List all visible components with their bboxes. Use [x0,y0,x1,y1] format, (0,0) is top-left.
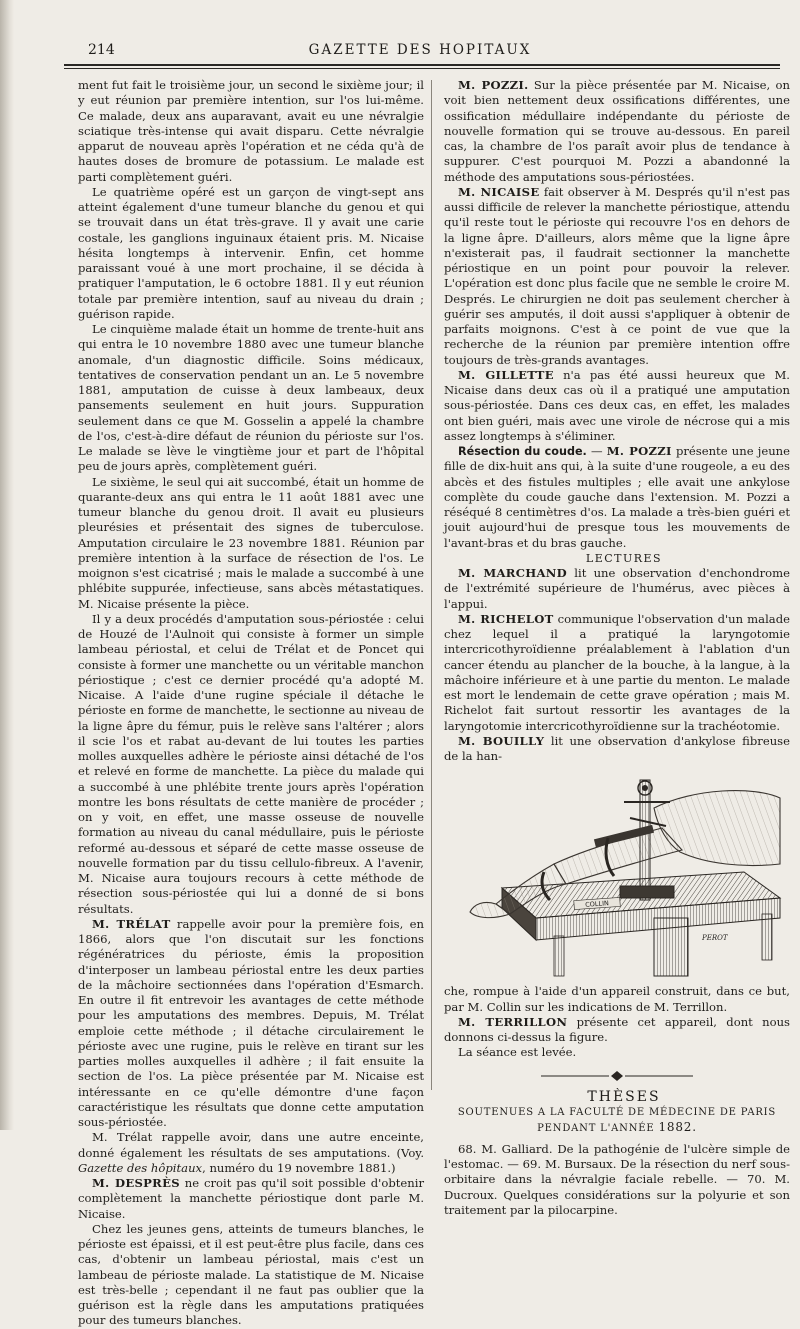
speaker-name: M. TRÉLAT [92,916,171,931]
header-rule-thick [64,64,780,66]
header-rule-thin [64,68,780,69]
speaker-name: M. POZZI [606,444,672,458]
ornament-divider [444,1070,790,1084]
paragraph: ment fut fait le troisième jour, un second le sixième jour; il y eut réunion par première intention, sur l'os lui-même. Ce malade, deux ans auparavant, avait eu une névralgie sciatique très-intense qui avait disparu. Cette névralgie apparut de nouveau après l'opération et ne céda qu'à de hautes doses de bromure de potassium. Le malade est parti complètement guéri. [78,78,424,184]
paragraph-terrillon [444,1015,790,1046]
left-column [78,78,425,1328]
column-divider [431,80,432,1090]
speaker-name: M. BOUILLY [458,733,545,748]
paragraph-text: ne croit pas qu'il soit possible d'obtenir complètement la manchette périostique dont parle M. Nicaise. [78,1176,425,1221]
paragraph-text: présente une jeune fille de dix-huit ans qui, à la suite d'une rougeole, a eu des abcès et des fistules multiples ; elle avait une ankylose complète du coude gauche dans l'extension. M. Pozzi a réséqué 8 centimètres d'os. La malade a très-bien guéri et jouit aujourd'hui de presque tous les mouvements de l'avant-bras et du bras gauche. [444,444,790,550]
ornament-rule-icon [537,1070,697,1082]
paragraph: Chez les jeunes gens, atteints de tumeurs blanches, le périoste est épaissi, et il est peut-être plus facile, dans ces cas, d'obtenir un lambeau périostal, mais c'est un lambeau de périoste malade. La statistique de M. Nicaise est très-belle ; cependant il ne faut pas oublier que la guérison est la règle dans les amputations pratiquées pour des tumeurs blanches. [78,1221,424,1328]
paragraph-trelat [78,917,424,1131]
paragraph-resection [444,444,790,551]
speaker-name: M. NICAISE [458,184,540,199]
theses-subtitle-text: PENDANT L'ANNÉE [537,1122,655,1134]
paragraph-bouilly [444,734,790,765]
engraving-figure [444,768,790,978]
paragraph-richelot [444,612,790,734]
paragraph-trelat-2 [78,1130,424,1176]
journal-title: Gazette des hôpitaux [78,1160,203,1175]
speaker-name: M. POZZI. [458,78,529,92]
theses-year: 1882. [658,1119,697,1134]
theses-subtitle [444,1105,790,1136]
paragraph-nicaise [444,185,790,368]
paragraph-text: rappelle avoir pour la première fois, en 1866, alors que l'on discutait sur les fonctions régénératrices du périoste, émis la proposition d'interposer un lambeau périostal entre les deux parties de la mâchoire sectionnées dans l'opération d'Esmarch. En outre il fit entrevoir les avantages de cette méthode pour les amputations des membres. Depuis, M. Trélat emploie cette méthode ; il détache circulairement le périoste avec une rugine, puis le relève en tirant sur les parties molles auxquelles il adhère ; il fait ensuite la section de l'os. La pièce présentée par M. Nicaise est intéressante en ce qu'elle démontre d'une façon caractéristique les résultats que donne cette amputation sous-périostée. [78,916,424,1129]
right-column [444,78,791,1217]
paragraph-text: M. Trélat rappelle avoir, dans une autre enceinte, donné également les résultats de ses amputations. (Voy. [78,1130,424,1160]
page-header [60,38,780,60]
paragraph: che, rompue à l'aide d'un appareil construit, dans ce but, par M. Collin sur les indications de M. Terrillon. [444,984,790,1014]
speaker-name: M. RICHELOT [458,611,554,626]
paragraph-text: , numéro du 19 novembre 1881.) [202,1160,396,1175]
paragraph-despres [78,1176,424,1222]
paragraph: Le sixième, le seul qui ait succombé, était un homme de quarante-deux ans qui entra le 11 août 1881 avec une tumeur blanche du genou droit. Il avait eu plusieurs pleurésies et présentait des signes de tuberculose. Amputation circulaire le 23 novembre 1881. Réunion par première intention à la surface de résection de l'os. Le moignon s'est cicatrisé ; mais le malade a succombé à une phlébite suppurée, infectieuse, sans abcès métastatiques. M. Nicaise présente la pièce. [78,474,424,611]
theses-subtitle-line: SOUTENUES A LA FACULTÉ DE MÉDECINE DE PARIS [457,1106,777,1118]
running-title: GAZETTE DES HOPITAUX [308,42,532,58]
speaker-name: M. GILLETTE [458,367,554,382]
section-heading: Résection du coude. [458,445,587,458]
lectures-title: LECTURES [585,551,663,565]
theses-list: 68. M. Galliard. De la pathogénie de l'ulcère simple de l'estomac. — 69. M. Bursaux. De la résection du nerf sous-orbitaire dans la névralgie faciale rebelle. — 70. M. Ducroux. Quelques considérations sur la polyurie et son traitement par la pilocarpine. [444,1141,790,1217]
paragraph-gillette [444,368,790,444]
paragraph-pozzi [444,78,790,185]
paragraph-text: Sur la pièce présentée par M. Nicaise, on voit bien nettement deux ossifications différentes, une ossification médullaire indépendante du périoste de nouvelle formation qui se trouve au-dessous. En pareil cas, la chambre de l'os paraît avoir plus de tendance à suppurer. C'est pourquoi M. Pozzi a abandonné la méthode des amputations sous-périostées. [444,78,791,184]
engraver-label: PEROT [702,934,728,943]
paragraph-text: communique l'observation d'un malade chez lequel il a pratiqué la laryngotomie intercricothyroïdienne préalablement à l'ablation d'un cancer étendu au plancher de la bouche, à la langue, à la mâchoire inférieure et à une partie du menton. Le malade est mort le lendemain de cette grave opération ; mais M. Richelot fait surtout ressortir les avantages de la laryngotomie intercricothyroïdienne sur la trachéotomie. [444,611,790,733]
hip-apparatus-illustration [444,768,790,978]
closing-line: La séance est levée. [458,1045,577,1060]
paragraph-text: présente cet appareil, dont nous donnons ci-dessus la figure. [444,1014,790,1044]
theses-title: THÈSES [587,1088,661,1105]
speaker-name: M. DESPRÈS [92,1176,180,1190]
speaker-name: M. MARCHAND [458,566,568,580]
paragraph-text: lit une observation d'enchondrome de l'extrémité supérieure de l'humérus, avec pièces à l'appui. [444,566,790,611]
maker-label: COLLIN [584,899,610,910]
paragraph: Il y a deux procédés d'amputation sous-périostée : celui de Houzé de l'Aulnoit qui consiste à former un simple lambeau périostal, et celui de Trélat et de Poncet qui consiste à former une manchette ou un véritable manchon périostique ; c'est ce dernier procédé qu'a adopté M. Nicaise. A l'aide d'une rugine spéciale il détache le périoste en forme de manchette, le sectionne au niveau de la ligne âpre du fémur, puis le relève sans l'altérer ; alors il scie l'os et rabat au-devant de lui toutes les parties molles auxquelles adhère le périoste ainsi détaché de l'os et relevé en forme de manchette. La pièce du malade qui a succombé à une phlébite trente jours après l'opération montre les bons résultats de cette manière de procéder ; on y voit, en effet, une masse osseuse de nouvelle formation au niveau du canal médullaire, puis le périoste reformé au-dessous et séparé de cette masse osseuse de nouvelle formation par du tissu cellulo-fibreux. A l'avenir, M. Nicaise aura toujours recours à cette méthode de résection sous-périostée qui lui a donné de si bons résultats. [78,611,424,916]
paragraph-text: n'a pas été aussi heureux que M. Nicaise dans deux cas où il a pratiqué une amputation sous-périostée. Dans ces deux cas, en effet, les malades ont bien guéri, mais avec une virole de nécrose qui a mis assez longtemps à s'éliminer. [444,367,790,443]
paragraph-text: lit une observation d'ankylose fibreuse de la han- [444,733,790,763]
paragraph-marchand [444,566,790,612]
theses-subtitle-line-2 [444,1120,790,1136]
page-number: 214 [88,42,115,58]
paragraph-text: fait observer à M. Després qu'il n'est pas aussi difficile de relever la manchette périostique, attendu qu'il reste tout le périoste qui recouvre l'os en dehors de la ligne âpre. D'ailleurs, alors même que la ligne âpre n'existerait pas, il faudrait sectionner la manchette périostique en un point pour pouvoir la relever. L'opération est donc plus facile que ne semble le croire M. Després. Le chirurgien ne doit pas seulement chercher à guérir ses amputés, il doit aussi s'appliquer à obtenir de parfaits moignons. C'est à ce point de vue que la recherche de la réunion par première intention offre toujours de très-grands avantages. [444,184,790,367]
paragraph: Le quatrième opéré est un garçon de vingt-sept ans atteint également d'une tumeur blanche du genou et qui se trouvait dans un état très-grave. Il y avait une carie costale, les ganglions inguinaux étaient pris. M. Nicaise hésita longtemps à intervenir. Enfin, cet homme paraissant voué à une mort prochaine, il se décida à pratiquer l'amputation, le 6 octobre 1881. Il y eut réunion totale par première intention, sauf au niveau du drain ; guérison rapide. [78,184,424,321]
page-binding-shadow [0,0,14,1130]
dash: — [586,444,607,458]
paragraph: Le cinquième malade était un homme de trente-huit ans qui entra le 10 novembre 1880 avec une tumeur blanche anomale, d'un diagnostic difficile. Soins médicaux, tentatives de conservation pendant un an. Le 5 novembre 1881, amputation de cuisse à deux lambeaux, deux pansements seulement en huit jours. Suppuration seulement dans ce que M. Gosselin a appelé la chambre de l'os, c'est-à-dire défaut de réunion du périoste sur l'os. Le malade se lève le vingtième jour et part de l'hôpital peu de jours après, complètement guéri. [78,322,424,474]
speaker-name: M. TERRILLON [458,1014,568,1029]
